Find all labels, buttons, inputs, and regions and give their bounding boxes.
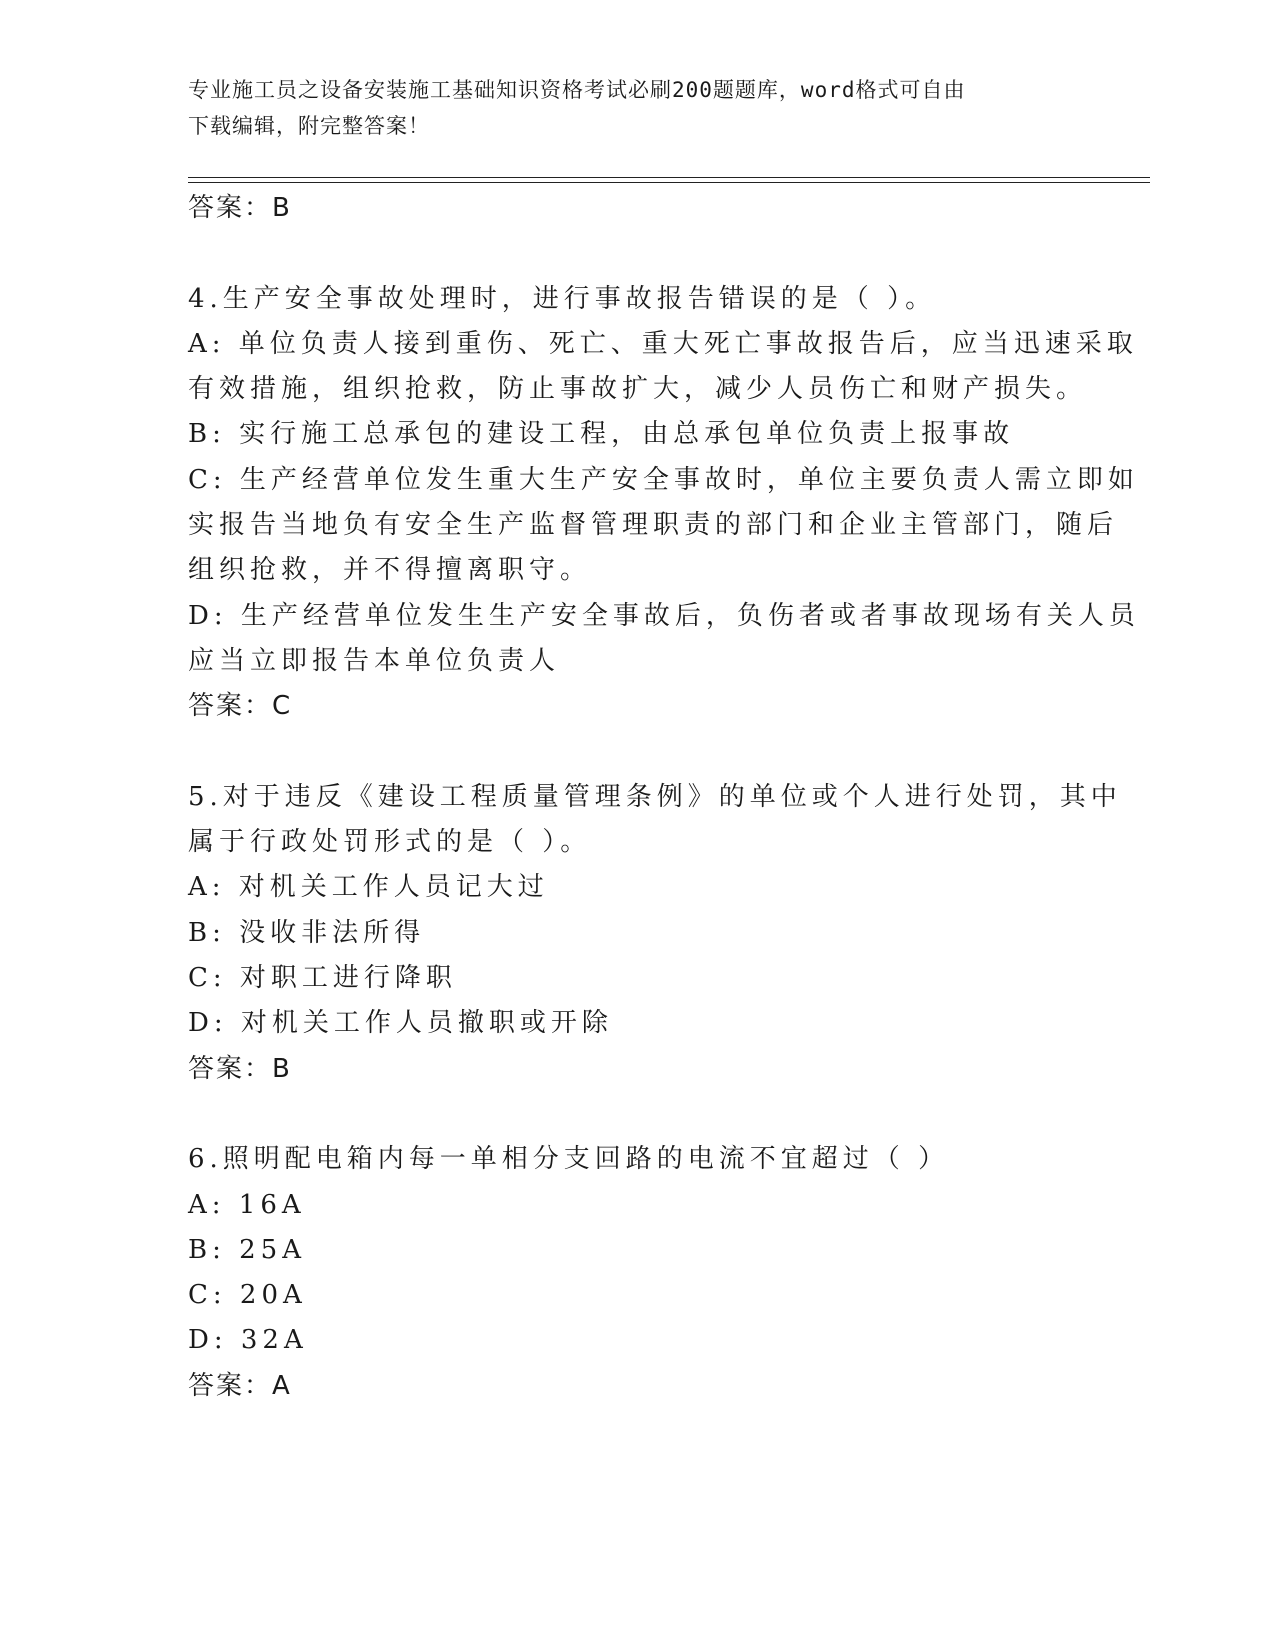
question-4-option-c-cont: 组织抢救，并不得擅离职守。 [188, 555, 592, 586]
previous-answer: 答案：B [188, 193, 292, 223]
question-4-option-c-cont: 实报告当地负有安全生产监督管理职责的部门和企业主管部门，随后 [188, 510, 1119, 541]
question-6 [188, 1137, 1088, 1409]
header-line-2: 下载编辑，附完整答案！ [188, 114, 430, 138]
header-line-1: 专业施工员之设备安装施工基础知识资格考试必刷200题题库，word格式可自由 [188, 78, 966, 102]
question-4-option-a: A: 单位负责人接到重伤、死亡、重大死亡事故报告后，应当迅速采取 [188, 328, 1138, 359]
question-5-answer: 答案：B [188, 1053, 292, 1084]
question-6-stem: 6.照明配电箱内每一单相分支回路的电流不宜超过（ ） [188, 1144, 950, 1175]
spacer [188, 231, 1088, 276]
spacer [188, 730, 1088, 775]
question-4-answer: 答案：C [188, 691, 293, 722]
question-4-option-b: B: 实行施工总承包的建设工程，由总承包单位负责上报事故 [188, 419, 1015, 450]
question-5-stem: 5.对于违反《建设工程质量管理条例》的单位或个人进行处罚，其中 [188, 781, 1122, 812]
question-6-option-c: C: 20A [188, 1280, 307, 1311]
question-5-option-a: A: 对机关工作人员记大过 [188, 872, 549, 903]
document-body [188, 186, 1140, 1409]
header-rule-bottom [188, 182, 1150, 183]
question-5-option-c: C: 对职工进行降职 [188, 963, 457, 994]
spacer [188, 1092, 1088, 1137]
question-5 [188, 775, 1122, 1092]
question-4-option-a-cont: 有效措施，组织抢救，防止事故扩大，减少人员伤亡和财产损失。 [188, 374, 1088, 405]
document-header [188, 72, 1068, 144]
question-4-stem: 4.生产安全事故处理时，进行事故报告错误的是（ ）。 [188, 283, 937, 314]
question-6-answer: 答案：A [188, 1370, 292, 1401]
question-4-option-c: C: 生产经营单位发生重大生产安全事故时，单位主要负责人需立即如 [188, 464, 1139, 495]
question-5-stem-cont: 属于行政处罚形式的是（ ）。 [188, 827, 592, 858]
question-4 [188, 277, 1140, 730]
question-5-option-d: D: 对机关工作人员撤职或开除 [188, 1008, 613, 1039]
question-6-option-d: D: 32A [188, 1325, 308, 1356]
question-6-option-a: A: 16A [188, 1189, 306, 1220]
header-rule-top [188, 177, 1150, 178]
question-5-option-b: B: 没收非法所得 [188, 917, 426, 948]
question-4-option-d: D: 生产经营单位发生生产安全事故后，负伤者或者事故现场有关人员 [188, 600, 1140, 631]
question-4-option-d-cont: 应当立即报告本单位负责人 [188, 645, 561, 676]
question-6-option-b: B: 25A [188, 1234, 306, 1265]
